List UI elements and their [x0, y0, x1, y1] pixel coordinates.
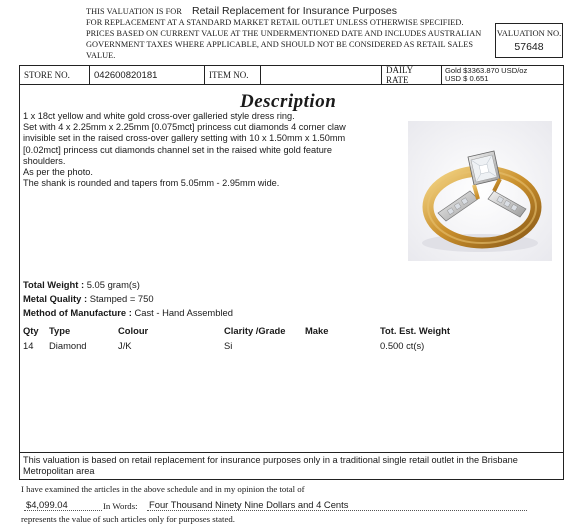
cell-clarity: Si [224, 340, 233, 351]
col-type: Type [49, 325, 71, 336]
description-line: As per the photo. [23, 167, 93, 178]
cell-weight: 0.500 ct(s) [380, 340, 425, 351]
ring-photo [408, 121, 552, 261]
valuation-header [86, 6, 492, 61]
description-line: invisible set in the raised cross-over gallery setting with 10 x 1.50mm x 1.50mm [23, 133, 346, 144]
col-colour: Colour [118, 325, 149, 336]
footer-purpose: represents the value of such articles only for purposes stated. [21, 514, 235, 524]
total-weight-value: 5.05 gram(s) [86, 279, 140, 290]
description-text [23, 111, 413, 189]
valuation-number-box [495, 23, 563, 58]
valuation-note: This valuation is based on retail replacement for insurance purposes only in a traditional single retail outlet in the Brisbane Metropolitan area [20, 452, 563, 479]
cell-type: Diamond [49, 340, 87, 351]
manufacture-method-label: Method of Manufacture : [23, 307, 132, 318]
item-specs [23, 278, 233, 320]
usd-rate: USD $ 0.651 [445, 74, 489, 83]
daily-rate-label: DAILY RATE [386, 65, 413, 85]
col-weight: Tot. Est. Weight [380, 325, 450, 336]
valuation-number-label: VALUATION NO. [496, 28, 562, 38]
store-no-value: 042600820181 [94, 69, 158, 81]
total-amount: $4,099.04 [24, 499, 102, 511]
col-make: Make [305, 325, 329, 336]
description-line: Set with 4 x 2.25mm x 2.25mm [0.075mct] princess cut diamonds 4 corner claw [23, 122, 346, 133]
description-title: Description [240, 91, 337, 112]
metal-quality-label: Metal Quality : [23, 293, 88, 304]
valuation-number: 57648 [514, 41, 544, 53]
col-qty: Qty [23, 325, 39, 336]
footer-statement: I have examined the articles in the above schedule and in my opinion the total of [21, 484, 305, 494]
description-line: shoulders. [23, 155, 66, 166]
store-no-label: STORE NO. [24, 70, 70, 80]
description-line: 1 x 18ct yellow and white gold cross-over galleried style dress ring. [23, 111, 295, 121]
valuation-purpose: Retail Replacement for Insurance Purposes [191, 5, 398, 17]
cell-qty: 14 [23, 340, 34, 351]
header-line2: FOR REPLACEMENT AT A STANDARD MARKET RETAIL OUTLET UNLESS OTHERWISE SPECIFIED. [86, 18, 464, 27]
total-weight-label: Total Weight : [23, 279, 85, 290]
description-line: [0.02mct] princess cut diamonds channel set in the raised white gold feature [23, 144, 332, 155]
manufacture-method-value: Cast - Hand Assembled [134, 307, 233, 318]
description-panel [19, 85, 564, 480]
item-no-label: ITEM NO. [209, 70, 249, 80]
header-line1-prefix: THIS VALUATION IS FOR [86, 7, 182, 16]
description-line: The shank is rounded and tapers from 5.05mm - 2.95mm wide. [23, 178, 280, 189]
cell-colour: J/K [118, 340, 132, 351]
gold-rate: Gold $3363.870 USD/oz [445, 65, 528, 75]
col-clarity: Clarity /Grade [224, 325, 286, 336]
header-line4: GOVERNMENT TAXES WHERE APPLICABLE, AND SHOULD NOT BE CONSIDERED AS RETAIL SALES VALUE. [86, 40, 474, 60]
metal-quality-value: Stamped = 750 [89, 293, 154, 304]
store-info-row [19, 65, 564, 85]
in-words-label: In Words: [103, 501, 138, 511]
amount-in-words: Four Thousand Ninety Nine Dollars and 4 Cents [147, 499, 527, 511]
header-line3: PRICES BASED ON CURRENT VALUE AT THE UNDERMENTIONED DATE AND INCLUDES AUSTRALIAN [86, 29, 482, 38]
